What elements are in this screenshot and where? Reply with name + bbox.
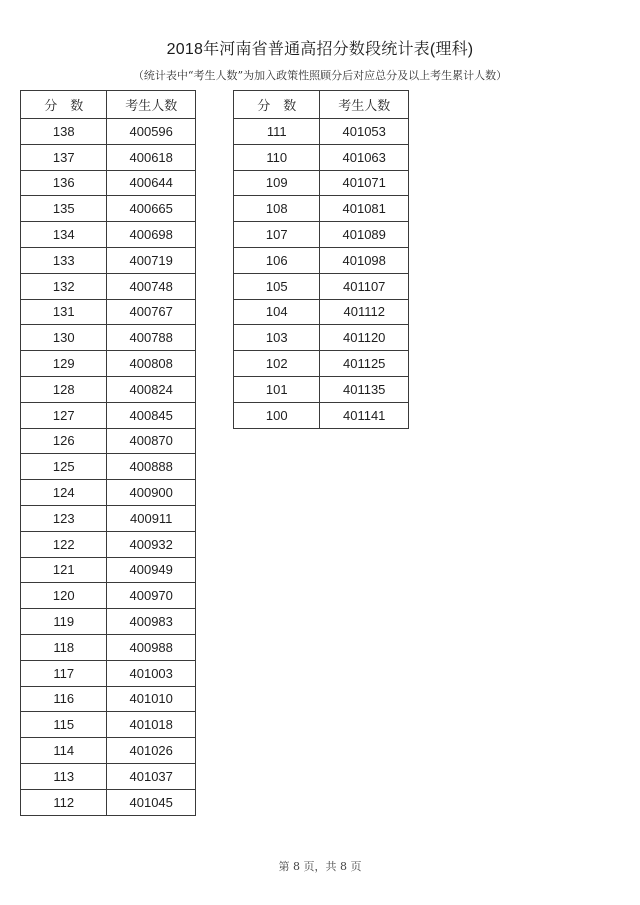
header-count: 考生人数 — [107, 91, 196, 119]
score-cell: 120 — [21, 583, 107, 609]
count-cell: 401112 — [320, 299, 409, 325]
count-cell: 401010 — [107, 686, 196, 712]
count-cell: 401071 — [320, 170, 409, 196]
count-cell: 401107 — [320, 273, 409, 299]
table-row — [234, 351, 409, 377]
count-cell: 400970 — [107, 583, 196, 609]
count-cell: 400870 — [107, 428, 196, 454]
table-row — [234, 273, 409, 299]
page-footer-pagination: 第 8 页，共 8 页 — [278, 860, 362, 873]
table-row — [234, 325, 409, 351]
table-header-row — [234, 91, 409, 119]
count-cell: 400824 — [107, 376, 196, 402]
count-cell: 400644 — [107, 170, 196, 196]
table-row — [234, 402, 409, 428]
table-row — [21, 222, 196, 248]
count-cell: 400808 — [107, 351, 196, 377]
score-cell: 129 — [21, 351, 107, 377]
table-row — [234, 170, 409, 196]
score-cell: 132 — [21, 273, 107, 299]
header-count: 考生人数 — [320, 91, 409, 119]
score-cell: 111 — [234, 119, 320, 145]
score-cell: 104 — [234, 299, 320, 325]
count-cell: 401003 — [107, 660, 196, 686]
score-cell: 105 — [234, 273, 320, 299]
count-cell: 401081 — [320, 196, 409, 222]
count-cell: 401053 — [320, 119, 409, 145]
table-row — [21, 557, 196, 583]
count-cell: 401098 — [320, 247, 409, 273]
table-row — [21, 170, 196, 196]
table-row — [21, 299, 196, 325]
score-cell: 124 — [21, 480, 107, 506]
table-row — [21, 273, 196, 299]
score-cell: 107 — [234, 222, 320, 248]
score-cell: 127 — [21, 402, 107, 428]
score-cell: 108 — [234, 196, 320, 222]
score-cell: 109 — [234, 170, 320, 196]
score-cell: 123 — [21, 505, 107, 531]
score-cell: 119 — [21, 609, 107, 635]
table-row — [21, 505, 196, 531]
count-cell: 400618 — [107, 144, 196, 170]
table-row — [21, 686, 196, 712]
score-cell: 138 — [21, 119, 107, 145]
count-cell: 400949 — [107, 557, 196, 583]
count-cell: 401063 — [320, 144, 409, 170]
score-cell: 114 — [21, 738, 107, 764]
score-cell: 134 — [21, 222, 107, 248]
score-cell: 135 — [21, 196, 107, 222]
table-row — [21, 789, 196, 815]
count-cell: 400767 — [107, 299, 196, 325]
table-row — [21, 712, 196, 738]
table-row — [234, 196, 409, 222]
count-cell: 400698 — [107, 222, 196, 248]
score-table-right — [233, 90, 409, 429]
table-row — [21, 738, 196, 764]
header-score: 分 数 — [21, 91, 107, 119]
count-cell: 401045 — [107, 789, 196, 815]
count-cell: 400983 — [107, 609, 196, 635]
score-cell: 103 — [234, 325, 320, 351]
table-row — [234, 119, 409, 145]
page-subtitle-note: （统计表中“考生人数”为加入政策性照顾分后对应总分及以上考生累计人数） — [132, 69, 508, 82]
score-cell: 106 — [234, 247, 320, 273]
table-row — [234, 247, 409, 273]
score-cell: 133 — [21, 247, 107, 273]
count-cell: 400719 — [107, 247, 196, 273]
score-cell: 117 — [21, 660, 107, 686]
count-cell: 401135 — [320, 376, 409, 402]
table-row — [21, 196, 196, 222]
score-table-left — [20, 90, 196, 816]
table-row — [21, 634, 196, 660]
score-cell: 136 — [21, 170, 107, 196]
table-row — [234, 376, 409, 402]
count-cell: 401141 — [320, 402, 409, 428]
table-row — [21, 763, 196, 789]
table-header-row — [21, 91, 196, 119]
table-row — [21, 609, 196, 635]
table-row — [21, 247, 196, 273]
score-cell: 130 — [21, 325, 107, 351]
score-cell: 115 — [21, 712, 107, 738]
score-cell: 102 — [234, 351, 320, 377]
count-cell: 400911 — [107, 505, 196, 531]
table-row — [21, 428, 196, 454]
count-cell: 400788 — [107, 325, 196, 351]
table-row — [21, 583, 196, 609]
count-cell: 400748 — [107, 273, 196, 299]
table-row — [21, 376, 196, 402]
table-row — [21, 325, 196, 351]
table-row — [21, 660, 196, 686]
table-row — [21, 144, 196, 170]
count-cell: 400845 — [107, 402, 196, 428]
score-cell: 126 — [21, 428, 107, 454]
score-cell: 125 — [21, 454, 107, 480]
header-score: 分 数 — [234, 91, 320, 119]
count-cell: 401125 — [320, 351, 409, 377]
score-cell: 131 — [21, 299, 107, 325]
table-row — [21, 531, 196, 557]
count-cell: 401026 — [107, 738, 196, 764]
table-row — [234, 299, 409, 325]
score-cell: 116 — [21, 686, 107, 712]
score-cell: 100 — [234, 402, 320, 428]
count-cell: 400888 — [107, 454, 196, 480]
count-cell: 400932 — [107, 531, 196, 557]
count-cell: 401018 — [107, 712, 196, 738]
table-row — [234, 222, 409, 248]
page-title: 2018年河南省普通高招分数段统计表(理科) — [166, 41, 474, 58]
score-cell: 122 — [21, 531, 107, 557]
score-cell: 118 — [21, 634, 107, 660]
count-cell: 401037 — [107, 763, 196, 789]
count-cell: 400665 — [107, 196, 196, 222]
score-cell: 113 — [21, 763, 107, 789]
score-cell: 110 — [234, 144, 320, 170]
table-row — [21, 454, 196, 480]
score-cell: 137 — [21, 144, 107, 170]
count-cell: 400988 — [107, 634, 196, 660]
table-row — [21, 402, 196, 428]
table-row — [21, 480, 196, 506]
table-row — [21, 351, 196, 377]
table-row — [21, 119, 196, 145]
score-cell: 112 — [21, 789, 107, 815]
table-row — [234, 144, 409, 170]
count-cell: 401089 — [320, 222, 409, 248]
score-cell: 101 — [234, 376, 320, 402]
count-cell: 401120 — [320, 325, 409, 351]
count-cell: 400900 — [107, 480, 196, 506]
score-cell: 121 — [21, 557, 107, 583]
count-cell: 400596 — [107, 119, 196, 145]
score-cell: 128 — [21, 376, 107, 402]
